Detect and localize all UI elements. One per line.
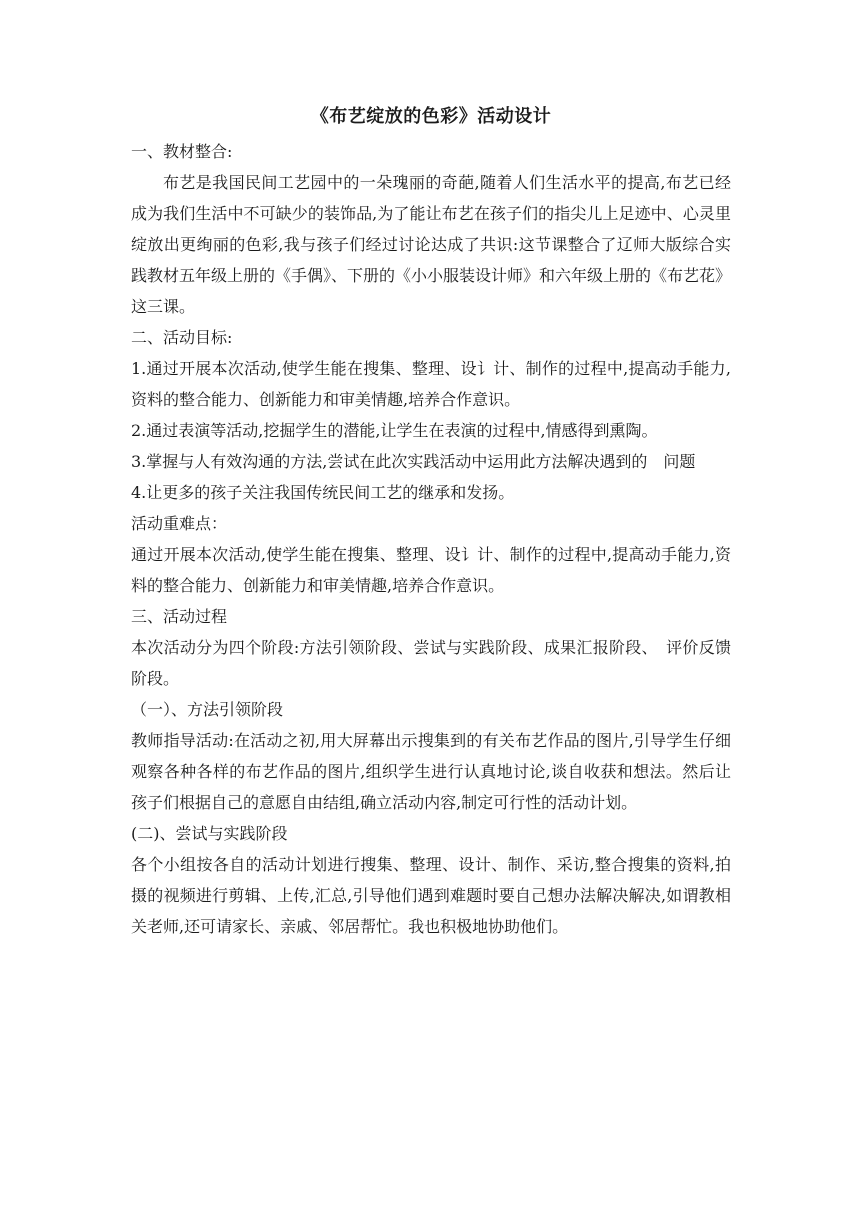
document-page <box>131 100 731 942</box>
paragraph-textbook: 布艺是我国民间工艺园中的一朵瑰丽的奇葩,随着人们生活水平的提高,布艺已经成为我们生活中不可缺少的装饰品,为了能让布艺在孩子们的指尖儿上足迹中、心灵里绽放出更绚丽的色彩,我与孩子们经过讨论达成了共识:这节课整合了辽师大版综合实践教材五年级上册的《手偶》、下册的《小小服装设计师》和六年级上册的《布艺花》这三课。 <box>131 173 732 316</box>
paragraph-phase-1: 教师指导活动:在活动之初,用大屏幕出示搜集到的有关布艺作品的图片,引导学生仔细观察各种各样的布艺作品的图片,组织学生进行认真地讨论,谈自收获和想法。然后让孩子们根据自己的意愿自由结组,确立活动内容,制定可行性的活动计划。 <box>131 731 731 812</box>
paragraph-process: 本次活动分为四个阶段:方法引领阶段、尝试与实践阶段、成果汇报阶段、 评价反馈阶段。 <box>131 638 731 688</box>
phase-heading-1: （一）、方法引领阶段 <box>131 700 284 719</box>
paragraph-phase-2: 各个小组按各自的活动计划进行搜集、整理、设计、制作、采访,整合搜集的资料,拍摄的视频进行剪辑、上传,汇总,引导他们遇到难题时要自己想办法解决解决,如谓教相关老师,还可请家长、亲戚、邻居帮忙。我也积极地协助他们。 <box>131 855 731 936</box>
section-heading-textbook: 一、教材整合: <box>131 142 233 161</box>
document-title: 《布艺绽放的色彩》活动设计 <box>310 106 552 127</box>
goal-item-4: 4.让更多的孩子关注我国传统民间工艺的继承和发扬。 <box>131 483 515 502</box>
paragraph-key-points: 通过开展本次活动,使学生能在搜集、整理、设讠计、制作的过程中,提高动手能力,资料的整合能力、创新能力和审美情趣,培养合作意识。 <box>131 545 731 595</box>
section-heading-process: 三、活动过程 <box>131 607 228 626</box>
section-heading-goals: 二、活动目标: <box>131 328 233 347</box>
goal-item-2: 2.通过表演等活动,挖掘学生的潜能,让学生在表演的过程中,情感得到熏陶。 <box>131 421 658 440</box>
goal-item-3: 3.掌握与人有效沟通的方法,尝试在此次实践活动中运用此方法解决遇到的 问题 <box>131 452 696 471</box>
section-heading-key-points: 活动重难点： <box>131 514 228 533</box>
goal-item-1: 1.通过开展本次活动,使学生能在搜集、整理、设讠计、制作的过程中,提高动手能力,资料的整合能力、创新能力和审美情趣,培养合作意识。 <box>131 359 731 409</box>
phase-heading-2: (二)、尝试与实践阶段 <box>131 824 288 843</box>
